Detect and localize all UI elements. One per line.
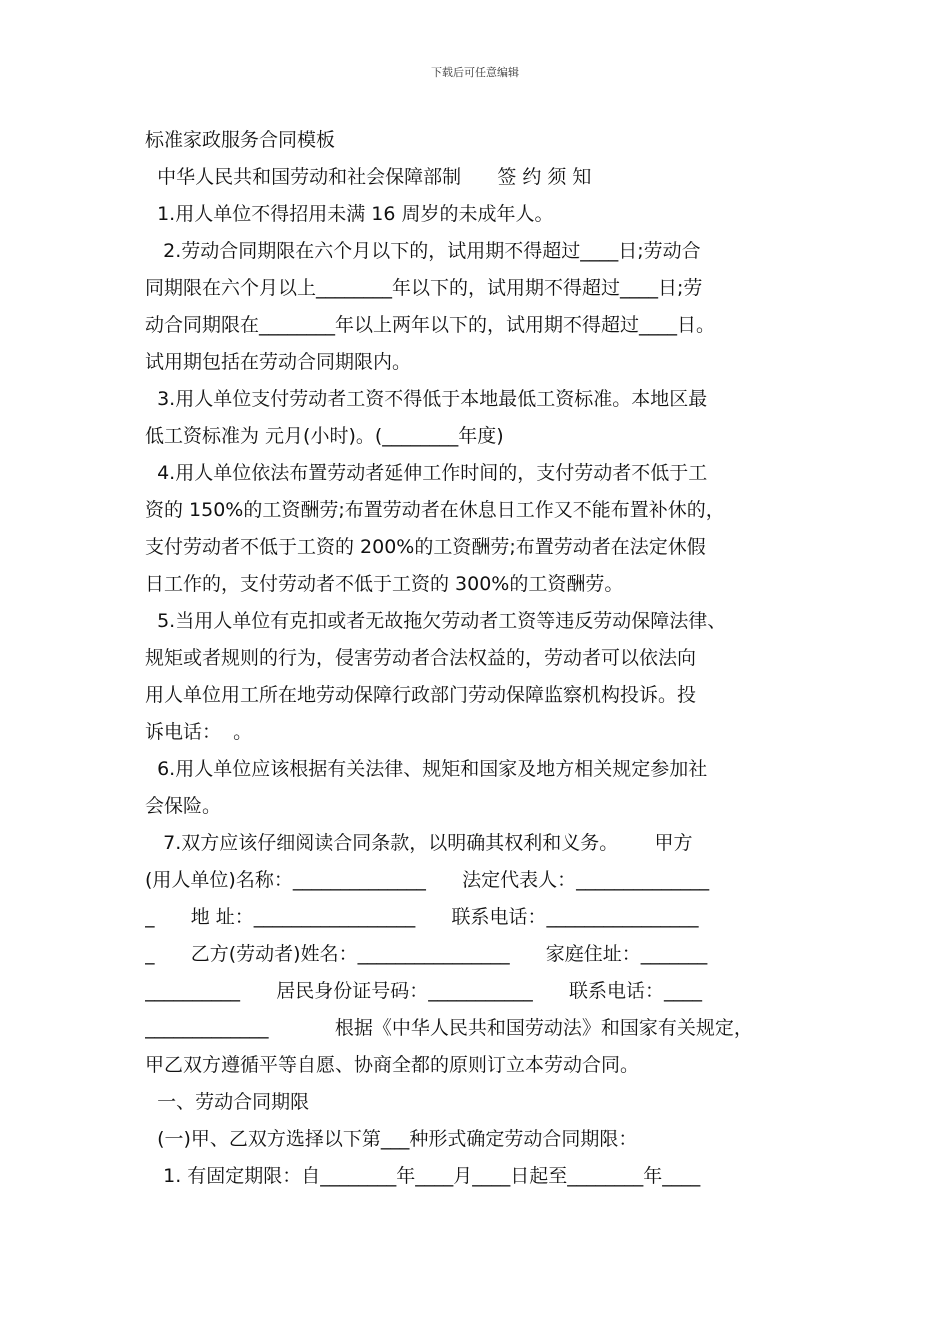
text-line: 低工资标准为 元月(小时)。(________年度) [145,425,504,447]
text-line: 7.双方应该仔细阅读合同条款，以明确其权利和义务。 甲方 [145,832,693,854]
text-line: 资的 150%的工资酬劳;布置劳动者在休息日工作又不能布置补休的， [145,499,725,521]
text-line: 支付劳动者不低于工资的 200%的工资酬劳;布置劳动者在法定休假 [145,536,706,558]
text-line: 6.用人单位应该根据有关法律、规矩和国家及地方相关规定参加社 [145,758,708,780]
text-line: _____________ 根据《中华人民共和国劳动法》和国家有关规定， [145,1017,753,1039]
text-line: (用人单位)名称：______________ 法定代表人：______________ [145,869,710,891]
text-line: _ 乙方(劳动者)姓名：________________ 家庭住址：_______ [145,943,708,965]
text-line: 4.用人单位依法布置劳动者延伸工作时间的，支付劳动者不低于工 [145,462,708,484]
text-line: __________ 居民身份证号码：___________ 联系电话：____ [145,980,702,1002]
document-body [145,122,810,1195]
text-line: 甲乙双方遵循平等自愿、协商全都的原则订立本劳动合同。 [145,1054,640,1076]
text-line: 中华人民共和国劳动和社会保障部制 签 约 须 知 [145,166,592,188]
text-line: 用人单位用工所在地劳动保障行政部门劳动保障监察机构投诉。投 [145,684,697,706]
text-line: _ 地 址：_________________ 联系电话：________________ [145,906,699,928]
text-line: 试用期包括在劳动合同期限内。 [145,351,412,373]
text-line: 1. 有固定期限：自________年____月____日起至________年____ [145,1165,701,1187]
text-line: 动合同期限在________年以上两年以下的，试用期不得超过____日。 [145,314,716,336]
text-line: 2.劳动合同期限在六个月以下的，试用期不得超过____日;劳动合 [145,240,701,262]
page-header: 下载后可任意编辑 [431,66,519,79]
text-line: 日工作的，支付劳动者不低于工资的 300%的工资酬劳。 [145,573,624,595]
text-line: 同期限在六个月以上________年以下的，试用期不得超过____日;劳 [145,277,703,299]
text-line: 会保险。 [145,795,222,817]
text-line: 标准家政服务合同模板 [145,129,336,151]
text-line: 规矩或者规则的行为，侵害劳动者合法权益的，劳动者可以依法向 [145,647,697,669]
text-line: 1.用人单位不得招用未满 16 周岁的未成年人。 [145,203,554,225]
text-line: 5.当用人单位有克扣或者无故拖欠劳动者工资等违反劳动保障法律、 [145,610,727,632]
text-line: 3.用人单位支付劳动者工资不得低于本地最低工资标准。本地区最 [145,388,708,410]
text-line: 诉电话： 。 [145,721,253,743]
text-line: 一、劳动合同期限 [145,1091,310,1113]
text-line: (一)甲、乙双方选择以下第___种形式确定劳动合同期限： [145,1128,638,1150]
